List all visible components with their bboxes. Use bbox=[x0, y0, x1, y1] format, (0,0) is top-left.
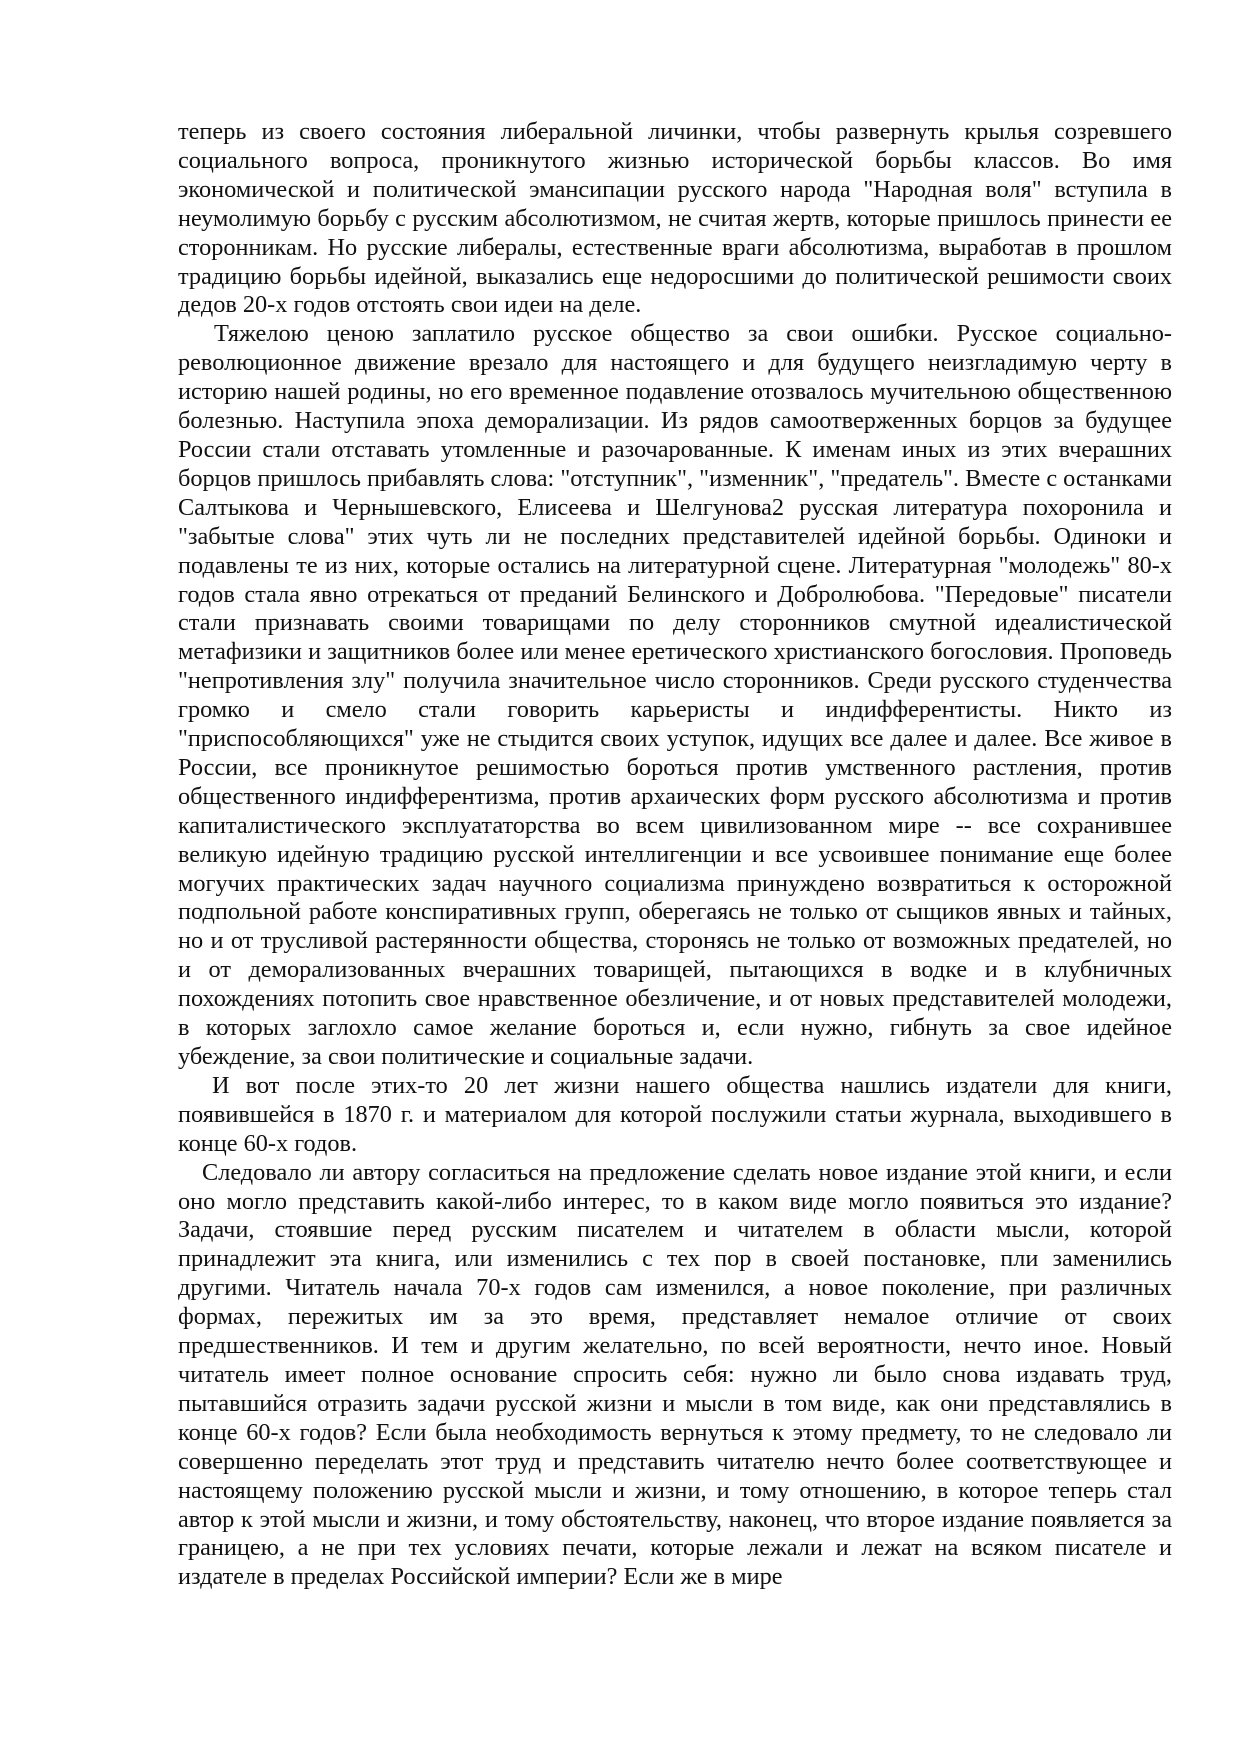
paragraph-3: И вот после этих-то 20 лет жизни нашего общества нашлись издатели для книги, появившейся в 1870 г. и материалом для которой послужили статьи журнала, выходившего в конце 60-х годов. bbox=[178, 1071, 1172, 1157]
paragraph-2: Тяжелою ценою заплатило русское общество за свои ошибки. Русское социально-революционное движение врезало для настоящего и для будущего неизгладимую черту в историю нашей родины, но его временное подавление отозвалось мучительною общественною болезнью. Наступила эпоха деморализации. Из рядов самоотверженных борцов за будущее России стали отставать утомленные и разочарованные. К именам иных из этих вчерашних борцов пришлось прибавлять слова: "отступник", "изменник", "предатель". Вместе с останками Салтыкова и Чернышевского, Елисеева и Шелгунова2 русская литература похоронила и "забытые слова" этих чуть ли не последних представителей идейной борьбы. Одиноки и подавлены те из них, которые остались на литературной сцене. Литературная "молодежь" 80-х годов стала явно отрекаться от преданий Белинского и Добролюбова. "Передовые" писатели стали признавать своими товарищами по делу сторонников смутной идеалистической метафизики и защитников более или менее еретического христианского богословия. Проповедь "непротивления злу" получила значительное число сторонников. Среди русского студенчества громко и смело стали говорить карьеристы и индифферентисты. Никто из "приспособляющихся" уже не стыдится своих уступок, идущих все далее и далее. Все живое в России, все проникнутое решимостью бороться против умственного растления, против общественного индифферентизма, против архаических форм русского абсолютизма и против капиталистического эксплуататорства во всем цивилизованном мире -- все сохранившее великую идейную традицию русской интеллигенции и все усвоившее понимание еще более могучих практических задач научного социализма принуждено возвратиться к осторожной подпольной работе конспиративных групп, оберегаясь не только от сыщиков явных и тайных, но и от трусливой растерянности общества, сторонясь не только от возможных предателей, но и от деморализованных вчерашних товарищей, пытающихся в водке и в клубничных похождениях потопить свое нравственное обезличение, и от новых представителей молодежи, в которых заглохло самое желание бороться и, если нужно, гибнуть за свое идейное убеждение, за свои политические и социальные задачи. bbox=[178, 320, 1173, 1070]
paragraph-4: Следовало ли автору согласиться на предложение сделать новое издание этой книги, и если оно могло представить какой-либо интерес, то в каком виде могло появиться это издание? Задачи, стоявшие перед русским писателем и читателем в области мысли, которой принадлежит эта книга, или изменились с тех пор в своей постановке, пли заменились другими. Читатель начала 70-х годов сам изменился, а новое поколение, при различных формах, пережитых им за это время, представляет немалое отличие от своих предшественников. И тем и другим желательно, по всей вероятности, нечто иное. Новый читатель имеет полное основание спросить себя: нужно ли было снова издавать труд, пытавшийся отразить задачи русской жизни и мысли в том виде, как они представлялись в конце 60-х годов? Если была необходимость вернуться к этому предмету, то не следовало ли совершенно переделать этот труд и представить читателю нечто более соответствующее и настоящему положению русской мысли и жизни, и тому отношению, в которое теперь стал автор к этой мысли и жизни, и тому обстоятельству, наконец, что второе издание появляется за границею, а не при тех условиях печати, которые лежали и лежат на всяком писателе и издателе в пределах Российской империи? Если же в мире bbox=[178, 1158, 1172, 1591]
document-page bbox=[178, 118, 1172, 1592]
paragraph-1: теперь из своего состояния либеральной личинки, чтобы развернуть крылья созревшего социального вопроса, проникнутого жизнью исторической борьбы классов. Во имя экономической и политической эмансипации русского народа "Народная воля" вступила в неумолимую борьбу с русским абсолютизмом, не считая жертв, которые пришлось принести ее сторонникам. Но русские либералы, естественные враги абсолютизма, выработав в прошлом традицию борьбы идейной, выказались еще недоросшими до политической решимости своих дедов 20-х годов отстоять свои идеи на деле. bbox=[178, 118, 1172, 319]
